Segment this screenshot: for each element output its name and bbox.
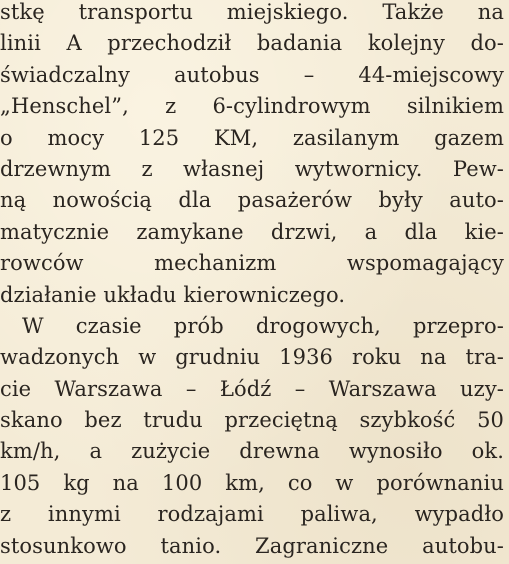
text-line: linii A przechodził badania kolejny do- xyxy=(0,31,504,56)
text-line: cie Warszawa – Łódź – Warszawa uzy- xyxy=(0,376,504,401)
text-line: stosunkowo tanio. Zagraniczne autobu- xyxy=(0,533,504,558)
text-line: matycznie zamykane drzwi, a dla kie- xyxy=(0,219,504,244)
text-line: stkę transportu miejskiego. Także na xyxy=(0,0,504,24)
text-line: działanie układu kierowniczego. xyxy=(0,282,346,307)
text-line: o mocy 125 KM, zasilanym gazem xyxy=(0,125,504,150)
text-line: świadczalny autobus – 44-miejscowy xyxy=(0,62,504,87)
text-line: 105 kg na 100 km, co w porównaniu xyxy=(0,470,504,495)
text-line: km/h, a zużycie drewna wynosiło ok. xyxy=(0,439,504,464)
text-line: skano bez trudu przeciętną szybkość 50 xyxy=(0,408,504,433)
text-line: ną nowością dla pasażerów były auto- xyxy=(0,188,504,213)
text-line: drzewnym z własnej wytwornicy. Pew- xyxy=(0,156,504,181)
text-line: wadzonych w grudniu 1936 roku na tra- xyxy=(0,345,504,370)
text-line: rowców mechanizm wspomagający xyxy=(0,251,504,276)
text-line: z innymi rodzajami paliwa, wypadło xyxy=(0,502,504,527)
paragraph xyxy=(0,311,504,562)
text-line: W czasie prób drogowych, przepro- xyxy=(22,313,504,338)
text-line: „Henschel”, z 6-cylindrowym silnikiem xyxy=(0,94,504,119)
